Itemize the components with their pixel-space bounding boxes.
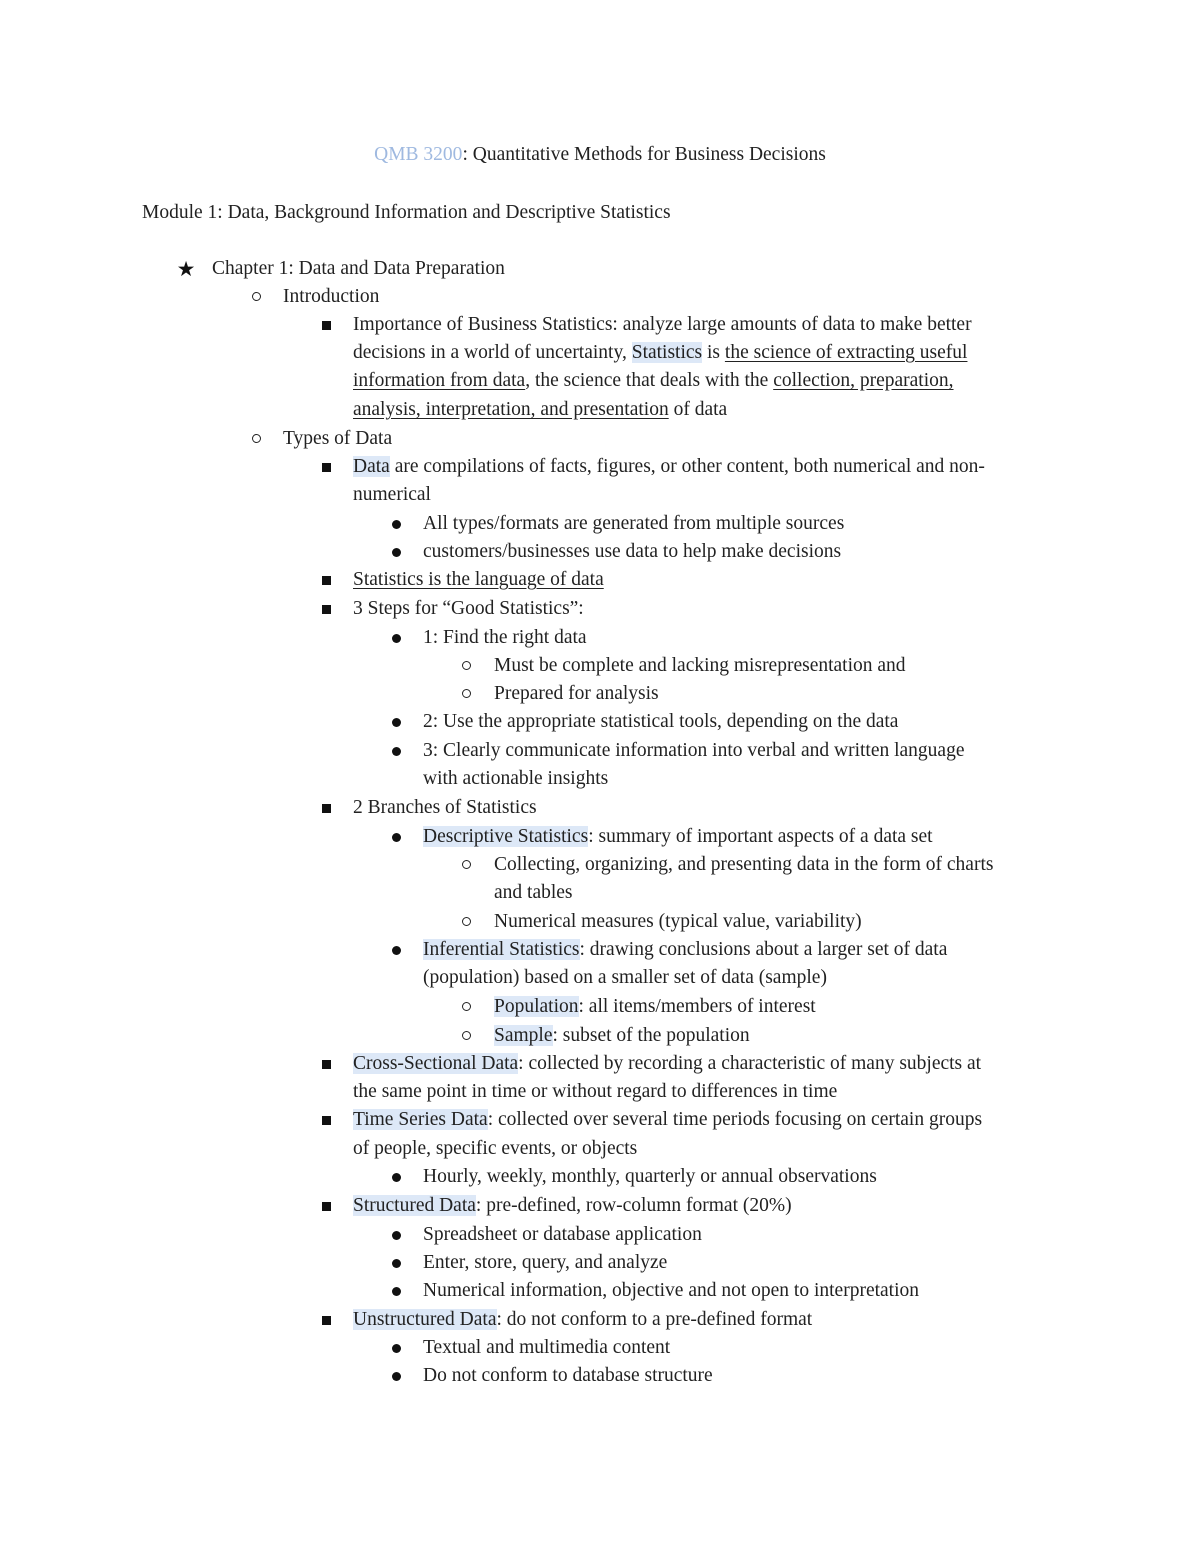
dot-bullet-icon	[386, 1277, 406, 1302]
list-item: Must be complete and lacking misrepresentation and	[494, 655, 906, 676]
list-item: Enter, store, query, and analyze	[423, 1252, 668, 1273]
dot-bullet-icon	[386, 737, 406, 762]
unstructured-data: Unstructured Data: do not conform to a pre-defined format	[353, 1309, 813, 1330]
descriptive-statistics: Descriptive Statistics: summary of important aspects of a data set	[423, 826, 933, 847]
list-item: Do not conform to database structure	[423, 1365, 713, 1386]
square-bullet-icon	[316, 1050, 336, 1075]
list-item: Textual and multimedia content	[423, 1337, 671, 1358]
document-title	[0, 142, 1200, 168]
list-item: Hourly, weekly, monthly, quarterly or annual observations	[423, 1166, 877, 1187]
statistics-highlight: Statistics	[631, 342, 703, 363]
list-item: Numerical measures (typical value, variability)	[494, 911, 862, 932]
list-item: of people, specific events, or objects	[353, 1138, 638, 1159]
inferential-statistics: Inferential Statistics: drawing conclusions about a larger set of data	[423, 939, 948, 960]
dot-bullet-icon	[386, 708, 406, 733]
list-item: Spreadsheet or database application	[423, 1224, 702, 1245]
intro-line-1: Importance of Business Statistics: analyze large amounts of data to make better	[353, 314, 972, 335]
square-bullet-icon	[316, 595, 336, 620]
circle-bullet-icon	[456, 851, 476, 875]
dot-bullet-icon	[386, 1163, 406, 1188]
intro-line-3: information from data, the science that deals with the collection, preparation,	[353, 370, 954, 391]
dot-bullet-icon	[386, 1249, 406, 1274]
square-bullet-icon	[316, 794, 336, 819]
course-title: : Quantitative Methods for Business Decisions	[462, 144, 826, 165]
dot-bullet-icon	[386, 510, 406, 535]
circle-bullet-icon	[246, 283, 266, 307]
intro-heading: Introduction	[283, 286, 380, 307]
circle-bullet-icon	[456, 680, 476, 704]
structured-data: Structured Data: pre-defined, row-column format (20%)	[353, 1195, 792, 1216]
list-item: 1: Find the right data	[423, 627, 587, 648]
dot-bullet-icon	[386, 538, 406, 563]
list-item: (population) based on a smaller set of data (sample)	[423, 967, 827, 988]
square-bullet-icon	[316, 1306, 336, 1331]
steps-heading: 3 Steps for “Good Statistics”:	[353, 598, 584, 619]
square-bullet-icon	[316, 453, 336, 478]
branches-heading: 2 Branches of Statistics	[353, 797, 537, 818]
list-item: Numerical information, objective and not open to interpretation	[423, 1280, 920, 1301]
list-item: customers/businesses use data to help make decisions	[423, 541, 842, 562]
list-item: Prepared for analysis	[494, 683, 659, 704]
data-definition-line-2: numerical	[353, 484, 431, 505]
intro-line-2: decisions in a world of uncertainty, Statistics is the science of extracting useful	[353, 342, 968, 363]
dot-bullet-icon	[386, 624, 406, 649]
dot-bullet-icon	[386, 1362, 406, 1387]
list-item: 3: Clearly communicate information into verbal and written language	[423, 740, 965, 761]
cross-sectional-data: Cross-Sectional Data: collected by recording a characteristic of many subjects at	[353, 1053, 982, 1074]
list-item: with actionable insights	[423, 768, 609, 789]
list-item: the same point in time or without regard to differences in time	[353, 1081, 838, 1102]
module-heading: Module 1: Data, Background Information and Descriptive Statistics	[142, 202, 671, 223]
list-item: 2: Use the appropriate statistical tools, depending on the data	[423, 711, 899, 732]
list-item: Collecting, organizing, and presenting data in the form of charts	[494, 854, 994, 875]
chapter-heading: Chapter 1: Data and Data Preparation	[212, 258, 505, 279]
square-bullet-icon	[316, 311, 336, 336]
circle-bullet-icon	[456, 908, 476, 932]
dot-bullet-icon	[386, 823, 406, 848]
star-bullet-icon: ★	[176, 257, 196, 281]
square-bullet-icon	[316, 566, 336, 591]
language-line: Statistics is the language of data	[353, 569, 604, 590]
data-definition-line-1: Data are compilations of facts, figures, or other content, both numerical and non-	[353, 456, 985, 477]
intro-line-4: analysis, interpretation, and presentation of data	[353, 399, 728, 420]
circle-bullet-icon	[456, 1022, 476, 1046]
circle-bullet-icon	[246, 425, 266, 449]
sample-item: Sample: subset of the population	[494, 1025, 750, 1046]
list-item: All types/formats are generated from multiple sources	[423, 513, 845, 534]
types-heading: Types of Data	[283, 428, 393, 449]
time-series-data: Time Series Data: collected over several time periods focusing on certain groups	[353, 1109, 983, 1130]
square-bullet-icon	[316, 1106, 336, 1131]
square-bullet-icon	[316, 1192, 336, 1217]
list-item: and tables	[494, 882, 573, 903]
dot-bullet-icon	[386, 1221, 406, 1246]
dot-bullet-icon	[386, 936, 406, 961]
circle-bullet-icon	[456, 993, 476, 1017]
course-code: QMB 3200	[374, 144, 463, 165]
circle-bullet-icon	[456, 652, 476, 676]
dot-bullet-icon	[386, 1334, 406, 1359]
population-item: Population: all items/members of interest	[494, 996, 816, 1017]
